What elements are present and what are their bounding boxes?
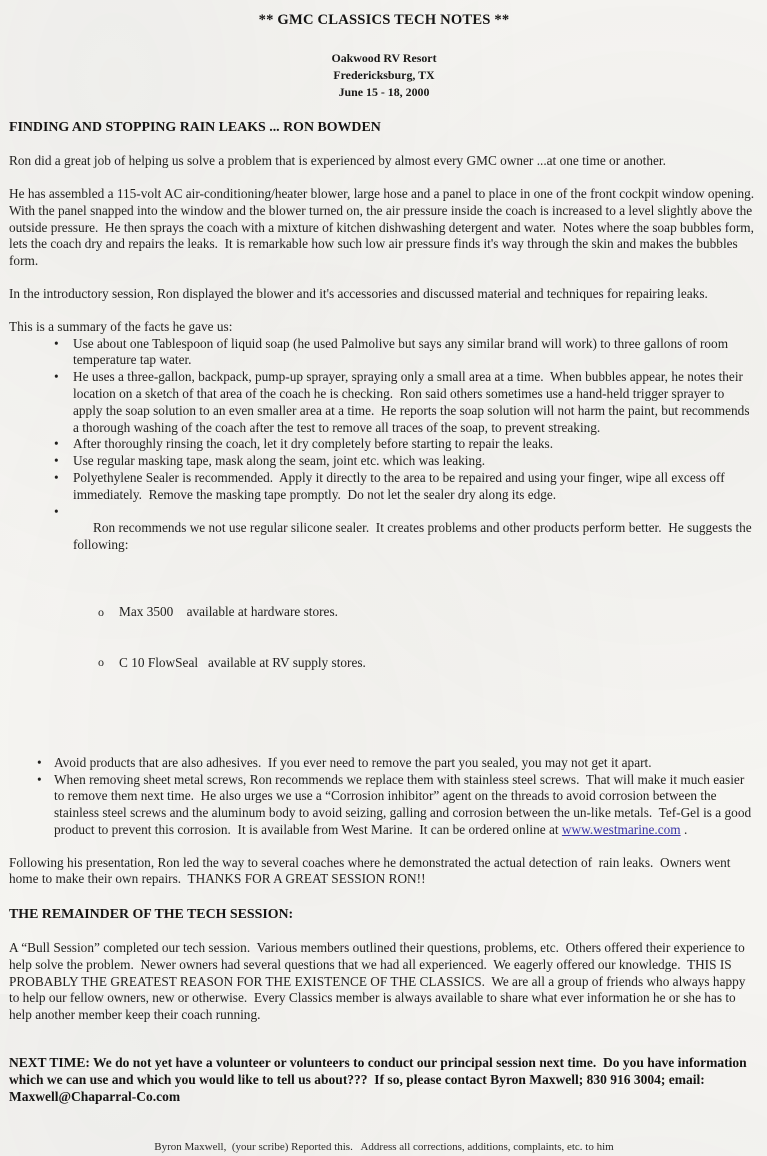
westmarine-link[interactable]: www.westmarine.com (561, 821, 681, 837)
summary-intro-line: This is a summary of the facts he gave us: (9, 318, 233, 334)
product-item-max-3500: o Max 3500 available at hardware stores. (119, 604, 755, 621)
section-heading-rain-leaks: FINDING AND STOPPING RAIN LEAKS ... RON BOWDEN (9, 120, 381, 136)
section-heading-remainder: THE REMAINDER OF THE TECH SESSION: (9, 907, 294, 923)
recommended-products-list (73, 571, 755, 705)
fact-item-stainless-screws-tail: . (680, 821, 688, 837)
venue-location: Fredericksburg, TX (333, 68, 435, 82)
document-title: ** GMC CLASSICS TECH NOTES ** (258, 12, 510, 28)
fact-item-stainless-screws (54, 772, 759, 839)
paragraph-intro: Ron did a great job of helping us solve a problem that is experienced by almost every GMC owner ...at one time or another. (9, 153, 666, 169)
paragraph-blower-setup: He has assembled a 115-volt AC air-conditioning/heater blower, large hose and a panel to place in one of the front cockpit window opening. With the panel snapped into the window and the blower turned on, the air pressure inside the coach is increased to a level slightly above the outside pressure. He then sprays the coach with a mixture of kitchen dishwashing detergent and water. Notes where the soap bubbles form, lets the coach dry and repairs the leaks. It is remarkable how such low air pressure finds it's way through the skin and makes the bubbles form. (9, 186, 761, 269)
fact-item-soap-ratio: • Use about one Tablespoon of liquid soap (he used Palmolive but says any similar brand will work) to three gallons of room temperature tap water. (73, 336, 759, 370)
fact-item-no-silicone (73, 504, 759, 739)
fact-item-rinse-dry: • After thoroughly rinsing the coach, let it dry completely before starting to repair the leaks. (73, 436, 759, 453)
fact-item-adhesives: • Avoid products that are also adhesives. If you ever need to remove the part you sealed, you may not get it apart. (54, 755, 759, 772)
product-item-c10-flowseal: o C 10 FlowSeal available at RV supply stores. (119, 655, 755, 672)
venue-name: Oakwood RV Resort (331, 50, 437, 65)
paragraph-closing-thanks: Following his presentation, Ron led the way to several coaches where he demonstrated the actual detection of rain leaks. Owners went home to make their own repairs. THANKS FOR A GREAT SESSION RON!! (9, 854, 734, 887)
scribe-footer-note: Byron Maxwell, (your scribe) Reported this. Address all corrections, additions, complaints, etc. to him (154, 1141, 614, 1154)
event-info-block (9, 50, 759, 102)
facts-bullet-list-continued (9, 755, 759, 839)
fact-item-polyethylene-sealer: • Polyethylene Sealer is recommended. Apply it directly to the area to be repaired and using your finger, wipe all excess off immediately. Remove the masking tape promptly. Do not let the sealer dry along its edge. (73, 470, 759, 504)
event-dates: June 15 - 18, 2000 (338, 85, 430, 100)
paragraph-introductory-session: In the introductory session, Ron displayed the blower and it's accessories and discussed material and techniques for repairing leaks. (9, 285, 708, 301)
paragraph-next-time: NEXT TIME: We do not yet have a volunteer or volunteers to conduct our principal session next time. Do you have information which we can use and which you would like to tell us about??? If so, please contact Byron Maxwell; 830 916 3004; email: Maxwell@Chaparral-Co.com (9, 1055, 751, 1104)
fact-item-no-silicone-text: Ron recommends we not use regular silicone sealer. It creates problems and other products perform better. He suggests the following: (73, 520, 756, 553)
fact-item-masking-tape: • Use regular masking tape, mask along the seam, joint etc. which was leaking. (73, 453, 759, 470)
fact-item-sprayer: • He uses a three-gallon, backpack, pump-up sprayer, spraying only a small area at a time. When bubbles appear, he notes their location on a sketch of that area of the coach he is checking. Ron said others sometimes use a hand-held trigger sprayer to apply the soap solution to an even smaller area at a time. He reports the soap solution will not harm the paint, but recommends a thorough washing of the coach after the test to remove all traces of the soap, to prevent streaking. (73, 369, 759, 436)
fact-item-stainless-screws-text: When removing sheet metal screws, Ron recommends we replace them with stainless steel screws. That will make it much easier to remove them next time. He also urges we use a “Corrosion inhibitor” agent on the threads to avoid corrosion between the stainless steel screws and the aluminum body to avoid seizing, galling and corrosion between the un-like metals. Tef-Gel is a good product to prevent this corrosion. It is available from West Marine. It can be ordered online at (54, 771, 755, 837)
facts-bullet-list (9, 336, 759, 739)
paragraph-bull-session: A “Bull Session” completed our tech session. Various members outlined their questions, problems, etc. Others offered their experience to help solve the problem. Newer owners had several questions that we had all experienced. We eagerly offered our knowledge. THIS IS PROBABLY THE GREATEST REASON FOR THE EXISTENCE OF THE CLASSICS. We are all a group of friends who always happy to help our fellow owners, new or otherwise. Every Classics member is always available to share what ever information he or she has to help another member keep their coach running. (9, 940, 749, 1023)
